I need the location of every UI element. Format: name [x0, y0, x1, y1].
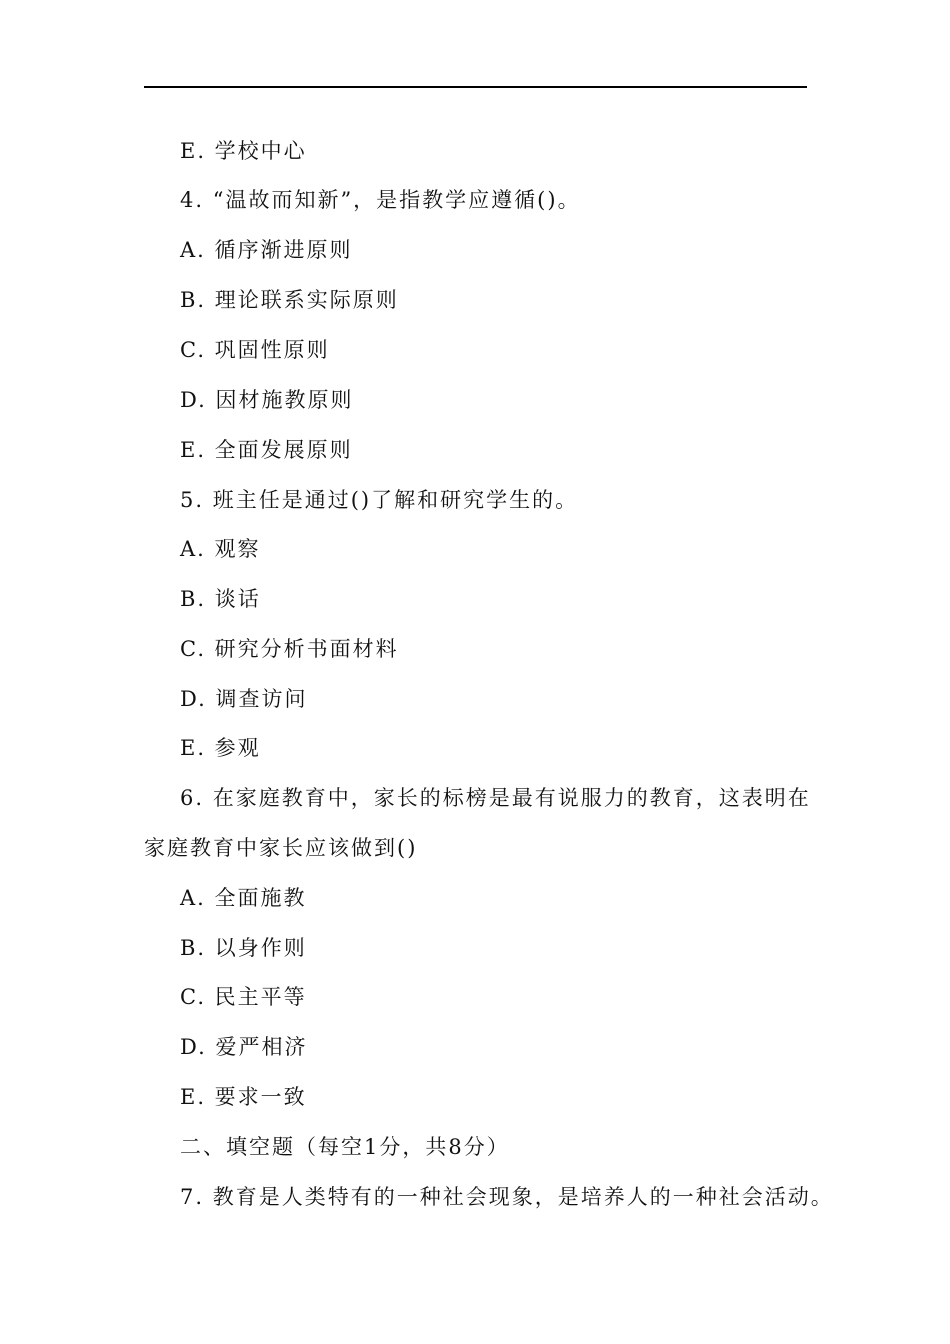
option-d-q5: D. 调查访问: [180, 687, 308, 711]
section-heading-fill-in: 二、填空题（每空1分，共8分）: [180, 1135, 510, 1159]
option-e-q6: E. 要求一致: [180, 1085, 307, 1109]
option-e-q3: E. 学校中心: [180, 139, 307, 163]
option-e-q5: E. 参观: [180, 736, 261, 760]
question-7: 7. 教育是人类特有的一种社会现象，是培养人的一种社会活动。: [180, 1185, 834, 1209]
option-a-q5: A. 观察: [180, 537, 261, 561]
question-6-continued: 家庭教育中家长应该做到(): [144, 836, 418, 860]
option-b-q6: B. 以身作则: [180, 936, 307, 960]
option-d-q6: D. 爱严相济: [180, 1035, 308, 1059]
option-d-q4: D. 因材施教原则: [180, 388, 354, 412]
option-b-q4: B. 理论联系实际原则: [180, 288, 399, 312]
header-rule: [144, 86, 807, 88]
option-e-q4: E. 全面发展原则: [180, 438, 353, 462]
option-a-q4: A. 循序渐进原则: [180, 238, 353, 262]
question-4: 4. “温故而知新”，是指教学应遵循()。: [180, 188, 581, 212]
option-c-q6: C. 民主平等: [180, 985, 307, 1009]
option-b-q5: B. 谈话: [180, 587, 261, 611]
option-c-q4: C. 巩固性原则: [180, 338, 330, 362]
option-c-q5: C. 研究分析书面材料: [180, 637, 399, 661]
option-a-q6: A. 全面施教: [180, 886, 307, 910]
question-5: 5. 班主任是通过()了解和研究学生的。: [180, 488, 579, 512]
question-6: 6. 在家庭教育中，家长的标榜是最有说服力的教育，这表明在: [180, 786, 811, 810]
